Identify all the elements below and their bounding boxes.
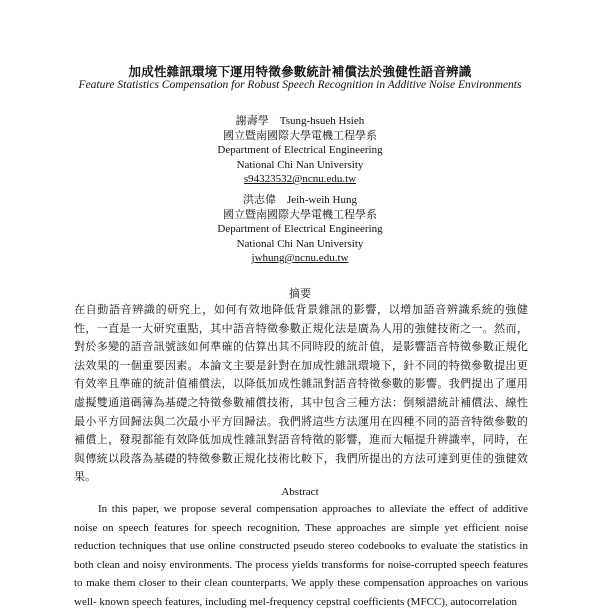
author-affiliation-zh: 國立暨南國際大學電機工程學系 xyxy=(223,208,377,221)
title-english: Feature Statistics Compensation for Robust Speech Recognition in Additive Noise Environments xyxy=(78,79,522,91)
abstract-en-body: In this paper, we propose several compensation approaches to alleviate the effect of additive noise on speech features for speech recognition. These approaches are simple yet efficient noise reduction techniques that use online constructed pseudo stereo codebooks to evaluate the statistics in both clean and noisy environments. The process yields transforms for noise-corrupted speech features to make them closer to their clean counterparts. We apply these compensation approaches on various well- known speech features, including mel-frequency cepstral coefficients (MFCC), autocorrelation xyxy=(74,503,528,608)
author-block-2 xyxy=(0,193,600,266)
author-email[interactable]: jwhung@ncnu.edu.tw xyxy=(251,252,349,264)
abstract-zh-heading: 摘要 xyxy=(289,288,311,300)
author-name: 謝壽學 Tsung-hsueh Hsieh xyxy=(235,115,365,127)
author-block-1 xyxy=(0,114,600,187)
author-email[interactable]: s94323532@ncnu.edu.tw xyxy=(243,173,357,185)
abstract-en-heading: Abstract xyxy=(281,486,319,498)
author-department: Department of Electrical Engineering xyxy=(217,223,383,235)
author-university: National Chi Nan University xyxy=(236,158,364,171)
author-university: National Chi Nan University xyxy=(236,237,364,250)
author-department: Department of Electrical Engineering xyxy=(217,144,383,156)
author-affiliation-zh: 國立暨南國際大學電機工程學系 xyxy=(223,129,377,142)
author-name: 洪志偉 Jeih-weih Hung xyxy=(243,194,357,206)
abstract-zh-body: 在自動語音辨識的研究上，如何有效地降低背景雜訊的影響，以增加語音辨識系統的強健性，一直是一大研究重點，其中語音特徵參數正規化法是廣為人用的強健技術之一。然而，對於多變的語音訊號該如何準確的估算出其不同時段的統計值，是影響語音特徵參數正規化法效果的一個重要因素。本論文主要是針對在加成性雜訊環境下，針不同的特徵參數提出更有效率且準確的統計值補償法，以降低加成性雜訊對語音特徵參數的影響。我們提出了運用虛擬雙通道碼簿為基礎之特徵參數補償技術，其中包含三種方法：倒頻譜統計補償法、線性最小平方回歸法與二次最小平方回歸法。我們將這些方法運用在四種不同的語音特徵參數的補償上，發現都能有效降低加成性雜訊對語音特徵的影響，進而大幅提升辨識率，同時，在與傳統以段落為基礎的特徵參數正規化技術比較下，我們所提出的方法可達到更佳的強健效果。 xyxy=(74,304,528,484)
title-chinese: 加成性雜訊環境下運用特徵參數統計補償法於強健性語音辨識 xyxy=(128,65,472,79)
